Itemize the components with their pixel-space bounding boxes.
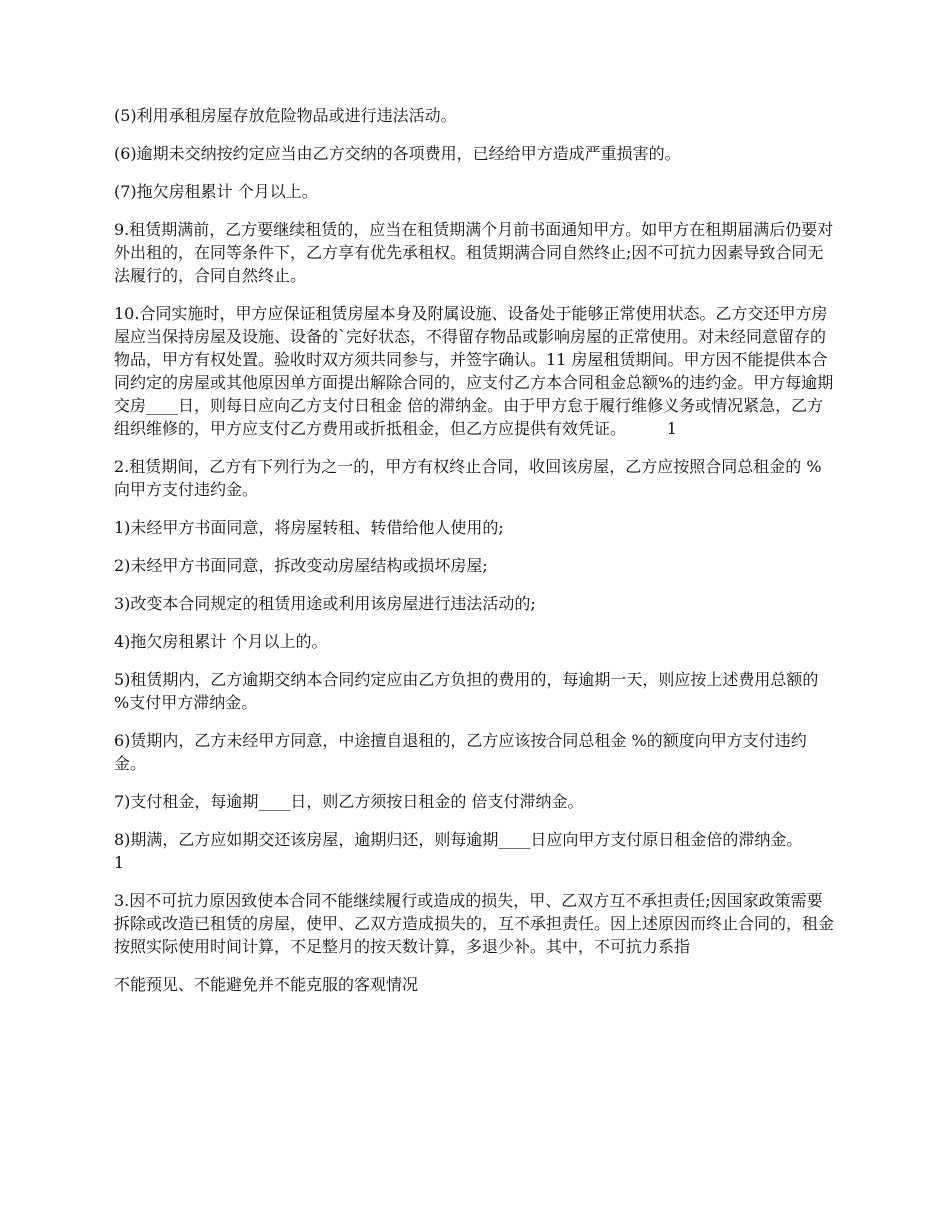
paragraph-clause-7: (7)拖欠房租累计 个月以上。 [114,182,318,201]
paragraph-item-6: 6)赁期内，乙方未经甲方同意，中途擅自退租的，乙方应该按合同总租金 %的额度向甲方支付违约金。 [114,731,807,773]
paragraph-item-3: 3)改变本合同规定的租赁用途或利用该房屋进行违法活动的; [114,594,536,613]
paragraph-force-majeure-definition: 不能预见、不能避免并不能克服的客观情况 [114,975,419,994]
paragraph-item-5: 5)租赁期内，乙方逾期交纳本合同约定应由乙方负担的费用的，每逾期一天，则应按上述费用总额的 %支付甲方滞纳金。 [114,670,824,712]
document-body [114,104,844,1011]
paragraph-contract-implementation: 10.合同实施时，甲方应保证租赁房屋本身及附属设施、设备处于能够正常使用状态。乙方交还甲方房屋应当保持房屋及设施、设备的`完好状态，不得留存物品或影响房屋的正常使用。对未经同意留存的物品，甲方有权处置。验收时双方须共同参与，并签字确认。11 房屋租赁期间。甲方因不能提供本合同约定的房屋或其他原因单方面提出解除合同的，应支付乙方本合同租金总额%的违约金。甲方每逾期交房____日，则每日应向乙方支付日租金 倍的滞纳金。由于甲方怠于履行维修义务或情况紧急，乙方组织维修的，甲方应支付乙方费用或折抵租金，但乙方应提供有效凭证。 1 [114,304,834,438]
paragraph-lease-expiry: 9.租赁期满前，乙方要继续租赁的，应当在租赁期满个月前书面通知甲方。如甲方在租期届满后仍要对外出租的，在同等条件下，乙方享有优先承租权。租赁期满合同自然终止;因不可抗力因素导致合同无法履行的，合同自然终止。 [114,220,834,285]
paragraph-force-majeure: 3.因不可抗力原因致使本合同不能继续履行或造成的损失，甲、乙双方互不承担责任;因国家政策需要拆除或改造已租赁的房屋，使甲、乙双方造成损失的，互不承担责任。因上述原因而终止合同的，租金按照实际使用时间计算，不足整月的按天数计算，多退少补。其中，不可抗力系指 [114,891,835,956]
paragraph-item-2: 2)未经甲方书面同意，拆改变动房屋结构或损坏房屋; [114,556,488,575]
paragraph-termination-rights: 2.租赁期间，乙方有下列行为之一的，甲方有权终止合同，收回该房屋，乙方应按照合同总租金的 %向甲方支付违约金。 [114,457,822,499]
paragraph-clause-5: (5)利用承租房屋存放危险物品或进行违法活动。 [114,106,457,125]
paragraph-item-7: 7)支付租金，每逾期____日，则乙方须按日租金的 倍支付滞纳金。 [114,792,584,811]
paragraph-item-8: 8)期满，乙方应如期交还该房屋，逾期归还，则每逾期____日应向甲方支付原日租金倍的滞纳金。 1 [114,830,844,872]
paragraph-item-4: 4)拖欠房租累计 个月以上的。 [114,632,328,651]
paragraph-clause-6: (6)逾期未交纳按约定应当由乙方交纳的各项费用，已经给甲方造成严重损害的。 [114,144,681,163]
paragraph-item-1: 1)未经甲方书面同意，将房屋转租、转借给他人使用的; [114,518,504,537]
